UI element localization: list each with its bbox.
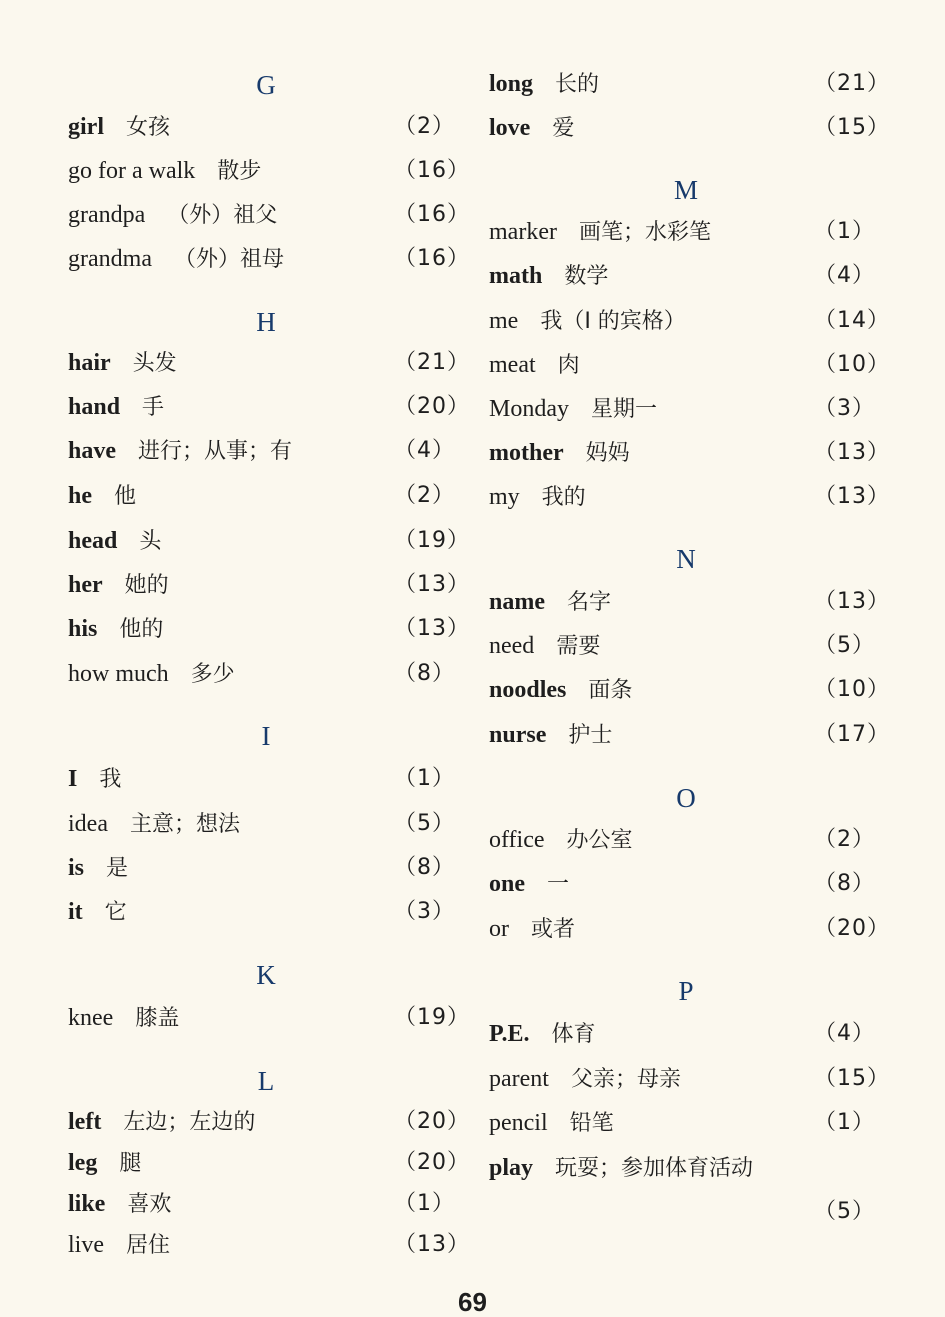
vocab-entry [489, 676, 632, 705]
entry-word: noodles [489, 677, 567, 703]
section-letter: I [261, 721, 271, 751]
section-letter: K [256, 960, 276, 990]
entry-unit: （5） [394, 811, 455, 836]
entry-unit: （4） [394, 438, 455, 463]
section-letter: P [678, 976, 694, 1006]
entry-meaning: 女孩 [126, 115, 171, 140]
entry-word: parent [489, 1066, 549, 1092]
vocab-entry [68, 527, 161, 556]
entry-meaning: 手 [142, 395, 165, 420]
entry-meaning: 护士 [568, 723, 613, 748]
vocab-entry [489, 351, 580, 380]
entry-meaning: 父亲；母亲 [570, 1067, 681, 1092]
vocab-entry [489, 1109, 614, 1138]
entry-word: marker [489, 219, 557, 245]
section-letter: L [257, 1066, 275, 1096]
vocab-entry [68, 660, 235, 689]
vocab-entry [68, 157, 261, 186]
vocab-entry [489, 826, 633, 855]
entry-unit: （16） [394, 158, 470, 183]
vocab-entry [489, 870, 569, 899]
entry-unit: （2） [394, 483, 455, 508]
vocab-entry [489, 721, 612, 750]
entry-word: me [489, 308, 519, 334]
entry-word: I [68, 766, 78, 792]
vocab-entry [68, 393, 164, 422]
entry-meaning: 我 [99, 767, 122, 792]
entry-word: play [489, 1155, 534, 1181]
vocab-entry [68, 245, 284, 274]
entry-unit: （20） [814, 916, 890, 941]
section-letter: G [256, 70, 276, 100]
entry-meaning: （外）祖母 [173, 247, 284, 272]
entry-unit: （2） [394, 114, 455, 139]
entry-word: is [68, 855, 85, 881]
vocab-entry [489, 1065, 681, 1094]
entry-word: my [489, 484, 520, 510]
entry-word: nurse [489, 722, 547, 748]
entry-unit: （13） [814, 484, 890, 509]
entry-meaning: 或者 [531, 917, 576, 942]
section-letter: N [676, 544, 696, 574]
entry-meaning: 喜欢 [127, 1192, 172, 1217]
entry-meaning: 星期一 [591, 397, 658, 422]
vocab-entry [489, 439, 630, 468]
entry-unit: （19） [394, 528, 470, 553]
entry-meaning: 画笔；水彩笔 [578, 220, 711, 245]
entry-unit: （21） [814, 71, 890, 96]
entry-word: mother [489, 440, 564, 466]
vocab-entry [68, 349, 177, 378]
entry-word: hand [68, 394, 121, 420]
vocab-entry [68, 571, 169, 600]
entry-unit: （1） [394, 1191, 455, 1216]
entry-word: Monday [489, 396, 569, 422]
entry-word: left [68, 1109, 102, 1135]
entry-unit: （17） [814, 722, 890, 747]
vocab-entry [68, 437, 292, 466]
entry-word: live [68, 1232, 104, 1258]
entry-meaning: 进行；从事；有 [138, 439, 293, 464]
vocab-entry [68, 765, 121, 794]
entry-unit: （20） [394, 1150, 470, 1175]
entry-word: P.E. [489, 1021, 530, 1047]
entry-meaning: 居住 [126, 1233, 171, 1258]
vocab-entry [68, 810, 240, 839]
entry-word: leg [68, 1150, 98, 1176]
entry-unit: （1） [394, 766, 455, 791]
entry-word: name [489, 589, 545, 615]
entry-unit: （10） [814, 677, 890, 702]
entry-word: head [68, 528, 118, 554]
entry-unit: （5） [814, 633, 875, 658]
vocab-entry [489, 307, 686, 336]
entry-unit: （5） [814, 1199, 875, 1224]
entry-meaning: 头发 [132, 351, 177, 376]
vocab-entry [489, 114, 574, 143]
vocab-entry [489, 483, 586, 512]
entry-meaning: 散步 [217, 159, 262, 184]
entry-word: it [68, 899, 83, 925]
entry-word: have [68, 438, 116, 464]
entry-word: need [489, 633, 535, 659]
vocab-entry [489, 915, 575, 944]
section-letter: H [256, 307, 276, 337]
entry-meaning: 名字 [567, 590, 612, 615]
entry-meaning: 需要 [556, 634, 601, 659]
entry-unit: （4） [814, 1021, 875, 1046]
entry-meaning: 他的 [119, 617, 164, 642]
entry-meaning: 玩耍；参加体育活动 [555, 1156, 754, 1181]
vocab-entry [489, 70, 599, 99]
vocab-entry [68, 201, 277, 230]
entry-word: grandma [68, 246, 152, 272]
vocab-entry [68, 1004, 179, 1033]
entry-unit: （3） [394, 899, 455, 924]
entry-meaning: 肉 [557, 353, 580, 378]
entry-word: knee [68, 1005, 114, 1031]
entry-unit: （16） [394, 246, 470, 271]
entry-word: pencil [489, 1110, 548, 1136]
entry-word: meat [489, 352, 536, 378]
entry-unit: （13） [814, 589, 890, 614]
entry-unit: （8） [394, 661, 455, 686]
entry-unit: （1） [814, 1110, 875, 1135]
vocab-entry [68, 898, 127, 927]
entry-unit: （13） [394, 1232, 470, 1257]
entry-word: office [489, 827, 545, 853]
vocab-entry [489, 218, 711, 247]
entry-word: long [489, 71, 534, 97]
entry-word: love [489, 115, 531, 141]
entry-unit: （16） [394, 202, 470, 227]
vocab-entry [68, 1108, 255, 1137]
entry-unit: （10） [814, 352, 890, 377]
entry-meaning: 头 [139, 529, 162, 554]
entry-meaning: 一 [547, 872, 570, 897]
vocab-entry [68, 482, 136, 511]
entry-unit: （1） [814, 219, 875, 244]
entry-unit: （2） [814, 827, 875, 852]
vocab-entry [489, 262, 608, 291]
entry-meaning: 妈妈 [585, 441, 630, 466]
vocab-entry [489, 1020, 595, 1049]
page-number: 69 [458, 1287, 487, 1317]
entry-meaning: 长的 [555, 72, 600, 97]
entry-unit: （20） [394, 394, 470, 419]
vocab-entry [68, 1149, 141, 1178]
entry-meaning: 铅笔 [569, 1111, 614, 1136]
entry-meaning: 数学 [564, 264, 609, 289]
entry-word: grandpa [68, 202, 146, 228]
entry-unit: （13） [394, 616, 470, 641]
entry-word: go for a walk [68, 158, 196, 184]
entry-unit: （21） [394, 350, 470, 375]
section-letter: O [676, 783, 696, 813]
entry-word: idea [68, 811, 108, 837]
entry-word: how much [68, 661, 169, 687]
entry-meaning: 是 [106, 856, 129, 881]
entry-word: one [489, 871, 525, 897]
vocab-entry [68, 854, 128, 883]
entry-meaning: 面条 [588, 678, 633, 703]
entry-meaning: 多少 [190, 662, 235, 687]
entry-meaning: 膝盖 [135, 1006, 180, 1031]
entry-unit: （8） [394, 855, 455, 880]
entry-meaning: 我的 [541, 485, 586, 510]
entry-word: like [68, 1191, 106, 1217]
entry-unit: （15） [814, 1066, 890, 1091]
entry-meaning: 体育 [551, 1022, 596, 1047]
entry-unit: （8） [814, 871, 875, 896]
entry-meaning: 左边；左边的 [123, 1110, 256, 1135]
entry-word: or [489, 916, 509, 942]
entry-meaning: 爱 [552, 116, 575, 141]
entry-unit: （20） [394, 1109, 470, 1134]
entry-meaning: 办公室 [566, 828, 633, 853]
entry-unit: （4） [814, 263, 875, 288]
entry-unit: （19） [394, 1005, 470, 1030]
entry-unit: （13） [814, 440, 890, 465]
entry-meaning: 他 [114, 484, 137, 509]
entry-unit: （13） [394, 572, 470, 597]
entry-unit: （14） [814, 308, 890, 333]
vocab-entry [68, 1190, 171, 1219]
entry-meaning: 主意；想法 [129, 812, 240, 837]
entry-unit: （3） [814, 396, 875, 421]
entry-meaning: （外）祖父 [167, 203, 278, 228]
entry-meaning: 她的 [124, 573, 169, 598]
entry-word: his [68, 616, 98, 642]
entry-word: her [68, 572, 103, 598]
vocab-entry [68, 113, 170, 142]
entry-word: girl [68, 114, 104, 140]
entry-word: math [489, 263, 543, 289]
vocab-entry [68, 615, 163, 644]
vocab-entry [489, 588, 611, 617]
entry-word: hair [68, 350, 111, 376]
entry-unit: （15） [814, 115, 890, 140]
vocab-entry [489, 632, 600, 661]
entry-meaning: 腿 [119, 1151, 142, 1176]
entry-word: he [68, 483, 92, 509]
entry-meaning: 我（I 的宾格） [540, 309, 686, 334]
entry-meaning: 它 [104, 900, 127, 925]
vocab-entry [489, 1154, 753, 1183]
section-letter: M [673, 175, 699, 205]
vocab-entry [68, 1231, 170, 1260]
vocab-entry [489, 395, 657, 424]
